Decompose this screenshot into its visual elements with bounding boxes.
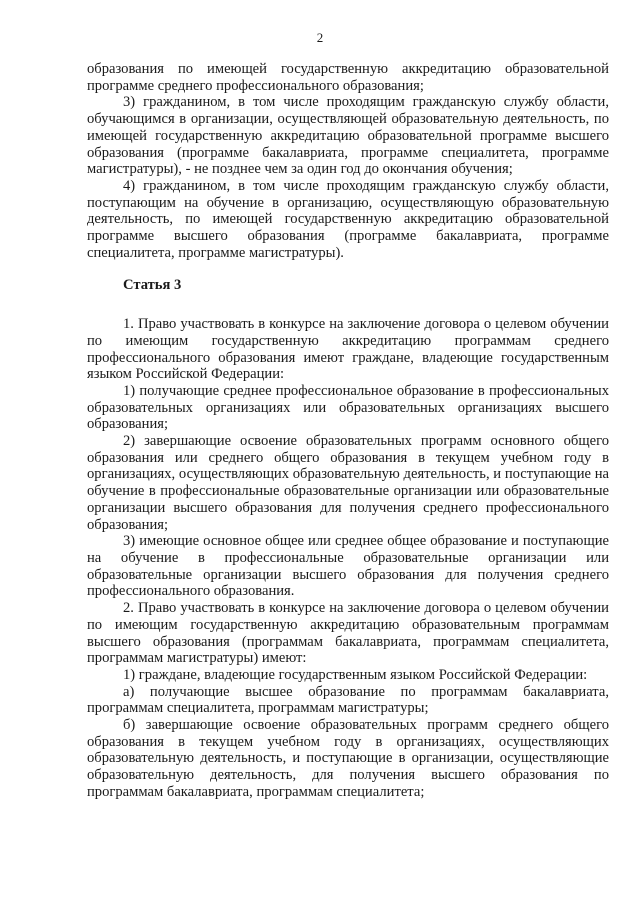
paragraph-subitem-3: 3) имеющие основное общее или среднее общее образование и поступающие на обучение в профессиональные образовательные организации или образовательные организации высшего образования для получения среднего профессионального образования.	[87, 533, 609, 600]
document-body	[87, 61, 609, 801]
page-number: 2	[316, 30, 324, 45]
paragraph-subitem-2: 2) завершающие освоение образовательных программ основного общего образования или среднего общего образования в текущем учебном году в организациях, осуществляющих образовательную деятельность, и поступающие на обучение в профессиональные образовательные организации или образовательные организации высшего образования для получения среднего профессионального образования;	[87, 433, 609, 533]
paragraph-subitem-1: 1) получающие среднее профессиональное образование в профессиональных образовательных организациях или образовательных организациях высшего образования;	[87, 382, 609, 433]
paragraph-clause-2: 2. Право участвовать в конкурсе на заключение договора о целевом обучении по имеющим государственную аккредитацию образовательным программам высшего образования (программам бакалавриата, программам специалитета, программам магистратуры) имеют:	[87, 600, 609, 667]
spacer	[87, 261, 609, 277]
paragraph-clause-1: 1. Право участвовать в конкурсе на заключение договора о целевом обучении по имеющим государственную аккредитацию программам среднего профессионального образования имеют граждане, владеющие государственным языком Российской Федерации:	[87, 316, 609, 383]
spacer	[87, 294, 609, 316]
paragraph-item-3: 3) гражданином, в том числе проходящим гражданскую службу области, обучающимся в организации, осуществляющей образовательную деятельность, по имеющей государственную аккредитацию образовательной программе высшего образования (программе бакалавриата, программе специалитета, программе магистратуры), - не позднее чем за один год до окончания обучения;	[87, 94, 609, 178]
paragraph-subitem-a: а) получающие высшее образование по программам бакалавриата, программам специалитета, программам магистратуры;	[87, 683, 609, 717]
paragraph-item-4: 4) гражданином, в том числе проходящим гражданскую службу области, поступающим на обучение в организацию, осуществляющую образовательную деятельность, по имеющей государственную аккредитацию образовательной программе высшего образования (программе бакалавриата, программе специалитета, программе магистратуры).	[87, 177, 609, 261]
paragraph-continuation: образования по имеющей государственную аккредитацию образовательной программе среднего профессионального образования;	[87, 61, 609, 94]
paragraph-subitem-1: 1) граждане, владеющие государственным языком Российской Федерации:	[123, 666, 588, 683]
article-heading: Статья 3	[123, 277, 182, 294]
paragraph-subitem-b: б) завершающие освоение образовательных программ среднего общего образования в текущем учебном году в организациях, осуществляющих образовательную деятельность, и поступающие в организации, осуществляющие образовательную деятельность, для получения высшего образования по программам бакалавриата, программам специалитета;	[87, 717, 609, 800]
